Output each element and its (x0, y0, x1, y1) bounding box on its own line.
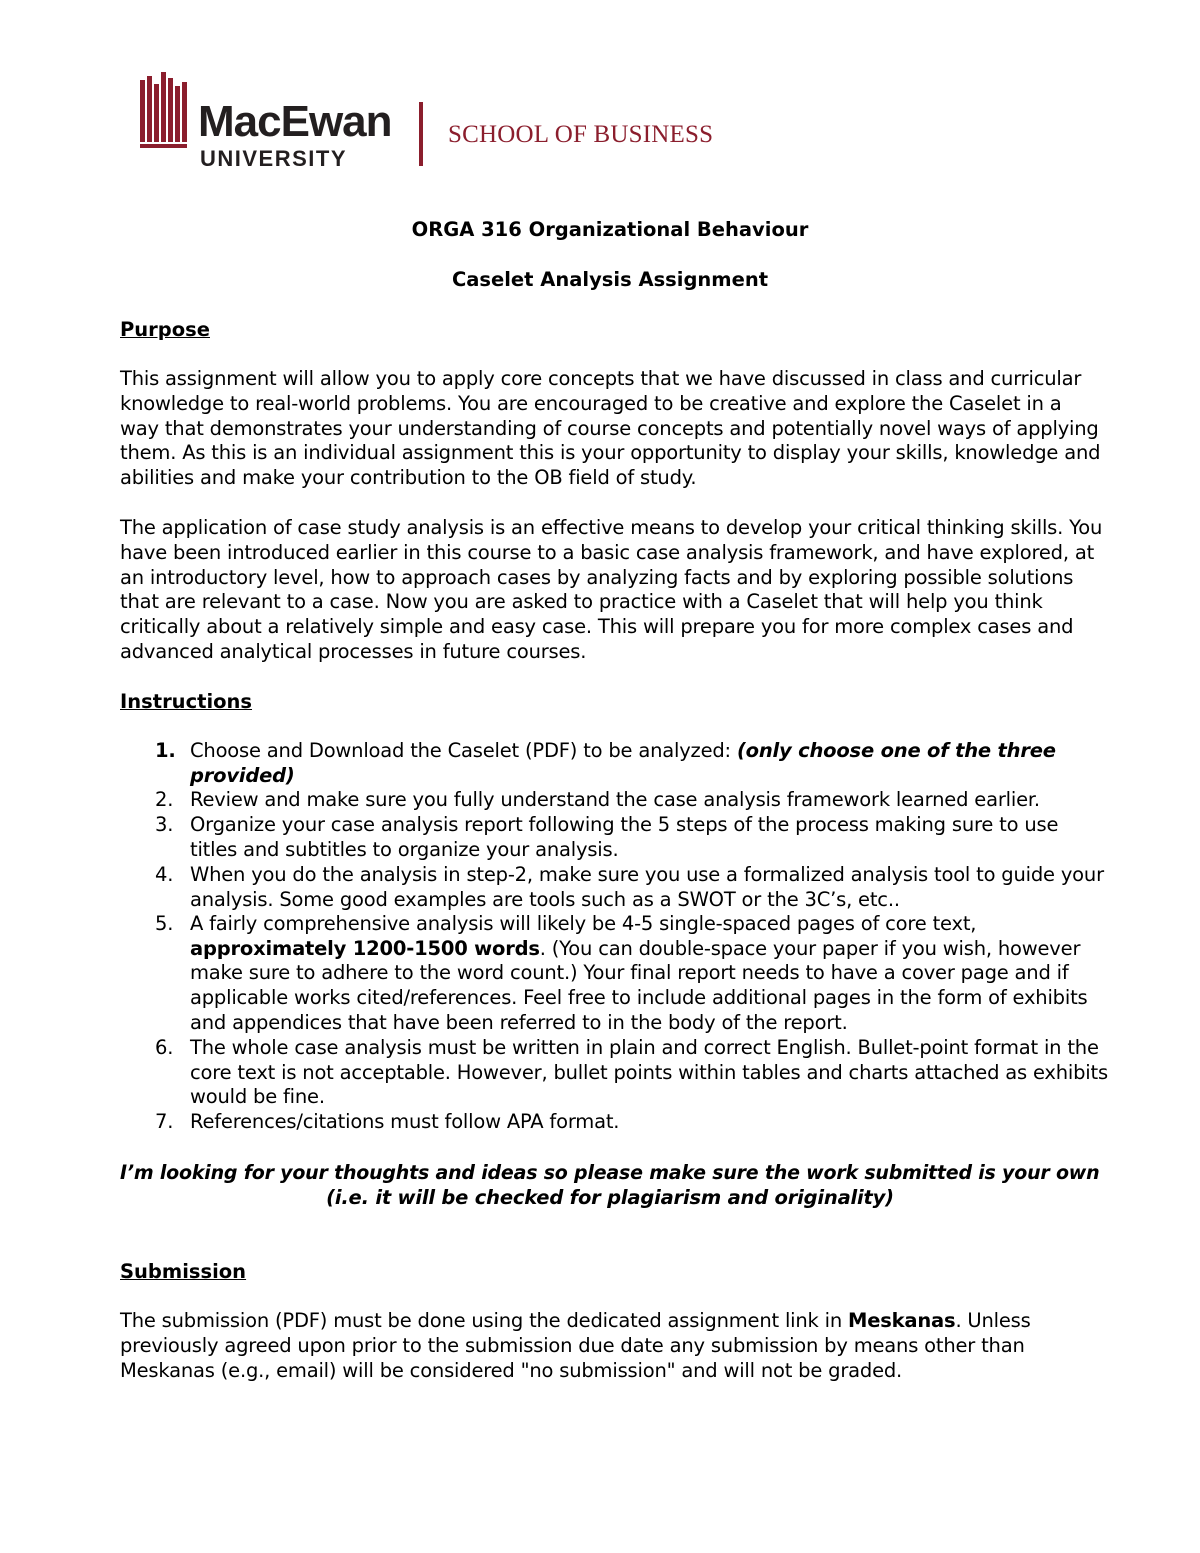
submission-paragraph (120, 1309, 1110, 1383)
list-text: . (You can double-space your paper if you wish, however (539, 936, 1081, 960)
text-line: I’m looking for your thoughts and ideas so please make sure the work submitted is your own (120, 1161, 1100, 1184)
list-number: 4. (155, 863, 174, 886)
platform-name: Meskanas (848, 1309, 956, 1332)
list-text: A fairly comprehensive analysis will likely be 4-5 single-spaced pages of core text, (190, 912, 977, 935)
list-emphasis: (only choose one of the three (736, 739, 1056, 762)
list-text: Choose and Download the Caselet (PDF) to be analyzed: (190, 739, 737, 762)
maceewan-tower-mark-icon (140, 70, 188, 150)
list-text: Organize your case analysis report following the 5 steps of the process making sure to use (190, 813, 1059, 836)
text-line: an introductory level, how to approach cases by analyzing facts and by exploring possible solutions (120, 565, 1074, 589)
text-line: This assignment will allow you to apply core concepts that we have discussed in class and curricular (120, 367, 1082, 390)
purpose-paragraph-1 (120, 367, 1110, 491)
university-logo (140, 70, 720, 170)
list-text: The whole case analysis must be written in plain and correct English. Bullet-point format in the (190, 1036, 1099, 1059)
text-line: them. As this is an individual assignment this is your opportunity to display your skills, knowledge and (120, 441, 1101, 465)
list-text: make sure to adhere to the word count.) Your final report needs to have a cover page and if (190, 961, 1069, 985)
text-line: knowledge to real-world problems. You are encouraged to be creative and explore the Caselet in a (120, 391, 1062, 415)
text-segment: . Unless (955, 1309, 1031, 1332)
text-segment: The submission (PDF) must be done using the dedicated assignment link in (120, 1309, 849, 1332)
instructions-heading: Instructions (120, 690, 253, 713)
list-number: 2. (155, 788, 174, 811)
list-text: would be fine. (190, 1085, 325, 1109)
list-text: core text is not acceptable. However, bullet points within tables and charts attached as exhibits (190, 1060, 1108, 1084)
text-line: (i.e. it will be checked for plagiarism and originality) (326, 1186, 894, 1209)
list-text: titles and subtitles to organize your analysis. (190, 837, 619, 861)
submission-heading: Submission (120, 1260, 247, 1283)
text-line: that are relevant to a case. Now you are asked to practice with a Caselet that will help you think (120, 590, 1043, 614)
list-text: Review and make sure you fully understand the case analysis framework learned earlier. (190, 788, 1040, 811)
text-line: advanced analytical processes in future courses. (120, 639, 587, 663)
logo-divider (419, 102, 423, 166)
text-line: The application of case study analysis is an effective means to develop your critical thinking skills. You (120, 516, 1103, 539)
text-line: abilities and make your contribution to the OB field of study. (120, 466, 697, 490)
school-name: SCHOOL OF BUSINESS (448, 121, 714, 148)
logo-subtitle: UNIVERSITY (200, 146, 348, 171)
list-number: 5. (155, 912, 174, 935)
list-text: References/citations must follow APA format. (190, 1110, 620, 1133)
text-line: critically about a relatively simple and easy case. This will prepare you for more complex cases and (120, 615, 1074, 639)
list-text: When you do the analysis in step-2, make sure you use a formalized analysis tool to guide your (190, 863, 1104, 886)
list-text: and appendices that have been referred to in the body of the report. (190, 1010, 848, 1034)
text-line: have been introduced earlier in this course to a basic case analysis framework, and have explored, at (120, 540, 1095, 564)
logo-wordmark: MacEwan (198, 97, 392, 146)
list-number: 7. (155, 1110, 174, 1133)
text-line: Meskanas (e.g., email) will be considered "no submission" and will not be graded. (120, 1358, 903, 1382)
list-emphasis: approximately 1200-1500 words (190, 936, 540, 960)
assignment-title: Caselet Analysis Assignment (451, 268, 769, 291)
list-emphasis: provided) (190, 763, 295, 787)
originality-note (120, 1160, 1100, 1210)
text-line: previously agreed upon prior to the submission due date any submission by means other than (120, 1333, 1025, 1357)
list-text: analysis. Some good examples are tools such as a SWOT or the 3C’s, etc.. (190, 887, 900, 911)
list-number: 1. (155, 739, 176, 762)
list-text: applicable works cited/references. Feel free to include additional pages in the form of exhibits (190, 986, 1088, 1010)
purpose-heading: Purpose (120, 318, 210, 341)
text-line: way that demonstrates your understanding of course concepts and potentially novel ways of applying (120, 416, 1099, 440)
course-title: ORGA 316 Organizational Behaviour (411, 218, 809, 241)
list-number: 3. (155, 813, 174, 836)
purpose-paragraph-2 (120, 516, 1110, 665)
list-number: 6. (155, 1036, 174, 1059)
